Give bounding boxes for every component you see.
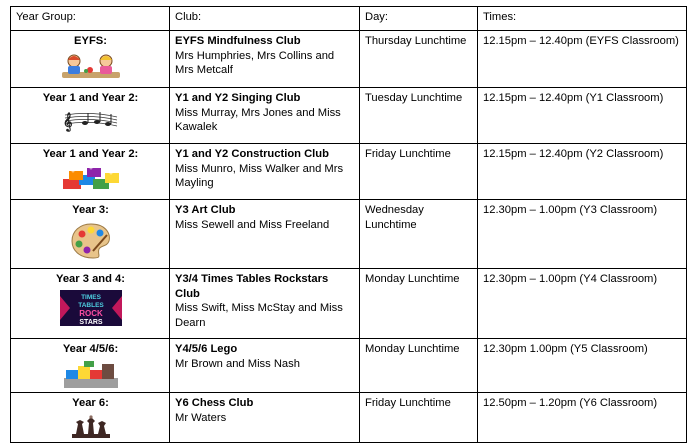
table-row (11, 200, 687, 269)
year-group-label: EYFS: (74, 35, 107, 47)
club-cell (170, 393, 360, 443)
header-club: Club: (170, 7, 360, 31)
year-group-cell (11, 144, 170, 200)
club-staff: Mr Brown and Miss Nash (175, 357, 300, 370)
club-title: Y4/5/6 Lego (175, 343, 238, 355)
table-row (11, 144, 687, 200)
year-group-label: Year 3: (72, 204, 109, 216)
club-staff: Miss Murray, Mrs Jones and Miss Kawalek (175, 106, 341, 134)
day-cell: Thursday Lunchtime (360, 31, 478, 88)
day-cell: Tuesday Lunchtime (360, 88, 478, 144)
year-group-label: Year 1 and Year 2: (42, 92, 139, 104)
club-title: Y6 Chess Club (175, 397, 254, 409)
table-row (11, 339, 687, 393)
time-cell: 12.15pm – 12.40pm (Y1 Classroom) (478, 88, 687, 144)
day-cell: Monday Lunchtime (360, 339, 478, 393)
svg-text:ROCK: ROCK (78, 308, 103, 318)
year-group-cell (11, 200, 170, 269)
music-notes-icon (61, 109, 121, 133)
day-cell: Monday Lunchtime (360, 269, 478, 339)
lego-bricks-icon (61, 165, 121, 193)
time-cell: 12.30pm – 1.00pm (Y3 Classroom) (478, 200, 687, 269)
year-group-cell (11, 88, 170, 144)
times-tables-rockstars-logo (60, 290, 122, 326)
time-cell: 12.50pm – 1.20pm (Y6 Classroom) (478, 393, 687, 443)
table-row (11, 269, 687, 339)
table-row (11, 88, 687, 144)
club-cell (170, 88, 360, 144)
day-cell: Friday Lunchtime (360, 393, 478, 443)
club-title: Y1 and Y2 Singing Club (175, 92, 301, 104)
children-playing-icon (56, 52, 126, 82)
paint-palette-icon (69, 221, 113, 261)
year-group-label: Year 3 and 4: (55, 273, 126, 285)
club-title: EYFS Mindfulness Club (175, 35, 301, 47)
time-cell: 12.15pm – 12.40pm (Y2 Classroom) (478, 144, 687, 200)
svg-text:STARS: STARS (78, 318, 103, 326)
club-cell (170, 144, 360, 200)
clubs-table (10, 6, 687, 443)
club-staff: Miss Munro, Miss Walker and Mrs Mayling (175, 162, 344, 190)
club-cell (170, 200, 360, 269)
time-cell: 12.15pm – 12.40pm (EYFS Classroom) (478, 31, 687, 88)
header-times: Times: (478, 7, 687, 31)
day-cell: Friday Lunchtime (360, 144, 478, 200)
club-title: Y3 Art Club (175, 204, 236, 216)
time-cell: 12.30pm – 1.00pm (Y4 Classroom) (478, 269, 687, 339)
year-group-cell (11, 31, 170, 88)
table-row (11, 31, 687, 88)
club-cell (170, 339, 360, 393)
club-title: Y3/4 Times Tables Rockstars Club (175, 273, 329, 300)
club-title: Y1 and Y2 Construction Club (175, 148, 329, 160)
club-cell (170, 31, 360, 88)
header-row (11, 7, 687, 31)
lego-build-icon (60, 360, 122, 390)
svg-text:TIMES: TIMES (80, 293, 101, 301)
day-cell: Wednesday Lunchtime (360, 200, 478, 269)
table-row (11, 393, 687, 443)
year-group-cell (11, 393, 170, 443)
year-group-label: Year 6: (72, 397, 109, 409)
svg-text:TABLES: TABLES (77, 301, 104, 309)
time-cell: 12.30pm 1.00pm (Y5 Classroom) (478, 339, 687, 393)
header-day: Day: (360, 7, 478, 31)
club-staff: Miss Sewell and Miss Freeland (175, 218, 330, 231)
year-group-cell (11, 339, 170, 393)
club-staff: Mr Waters (175, 411, 227, 424)
year-group-label: Year 1 and Year 2: (42, 148, 139, 160)
header-year-group: Year Group: (11, 7, 170, 31)
club-staff: Miss Swift, Miss McStay and Miss Dearn (175, 302, 343, 329)
svg-text:𝄞: 𝄞 (62, 111, 72, 131)
club-staff: Mrs Humphries, Mrs Collins and Mrs Metcalf (175, 49, 335, 77)
year-group-cell (11, 269, 170, 339)
year-group-label: Year 4/5/6: (62, 343, 119, 355)
chess-pieces-icon (68, 414, 114, 440)
club-cell (170, 269, 360, 339)
